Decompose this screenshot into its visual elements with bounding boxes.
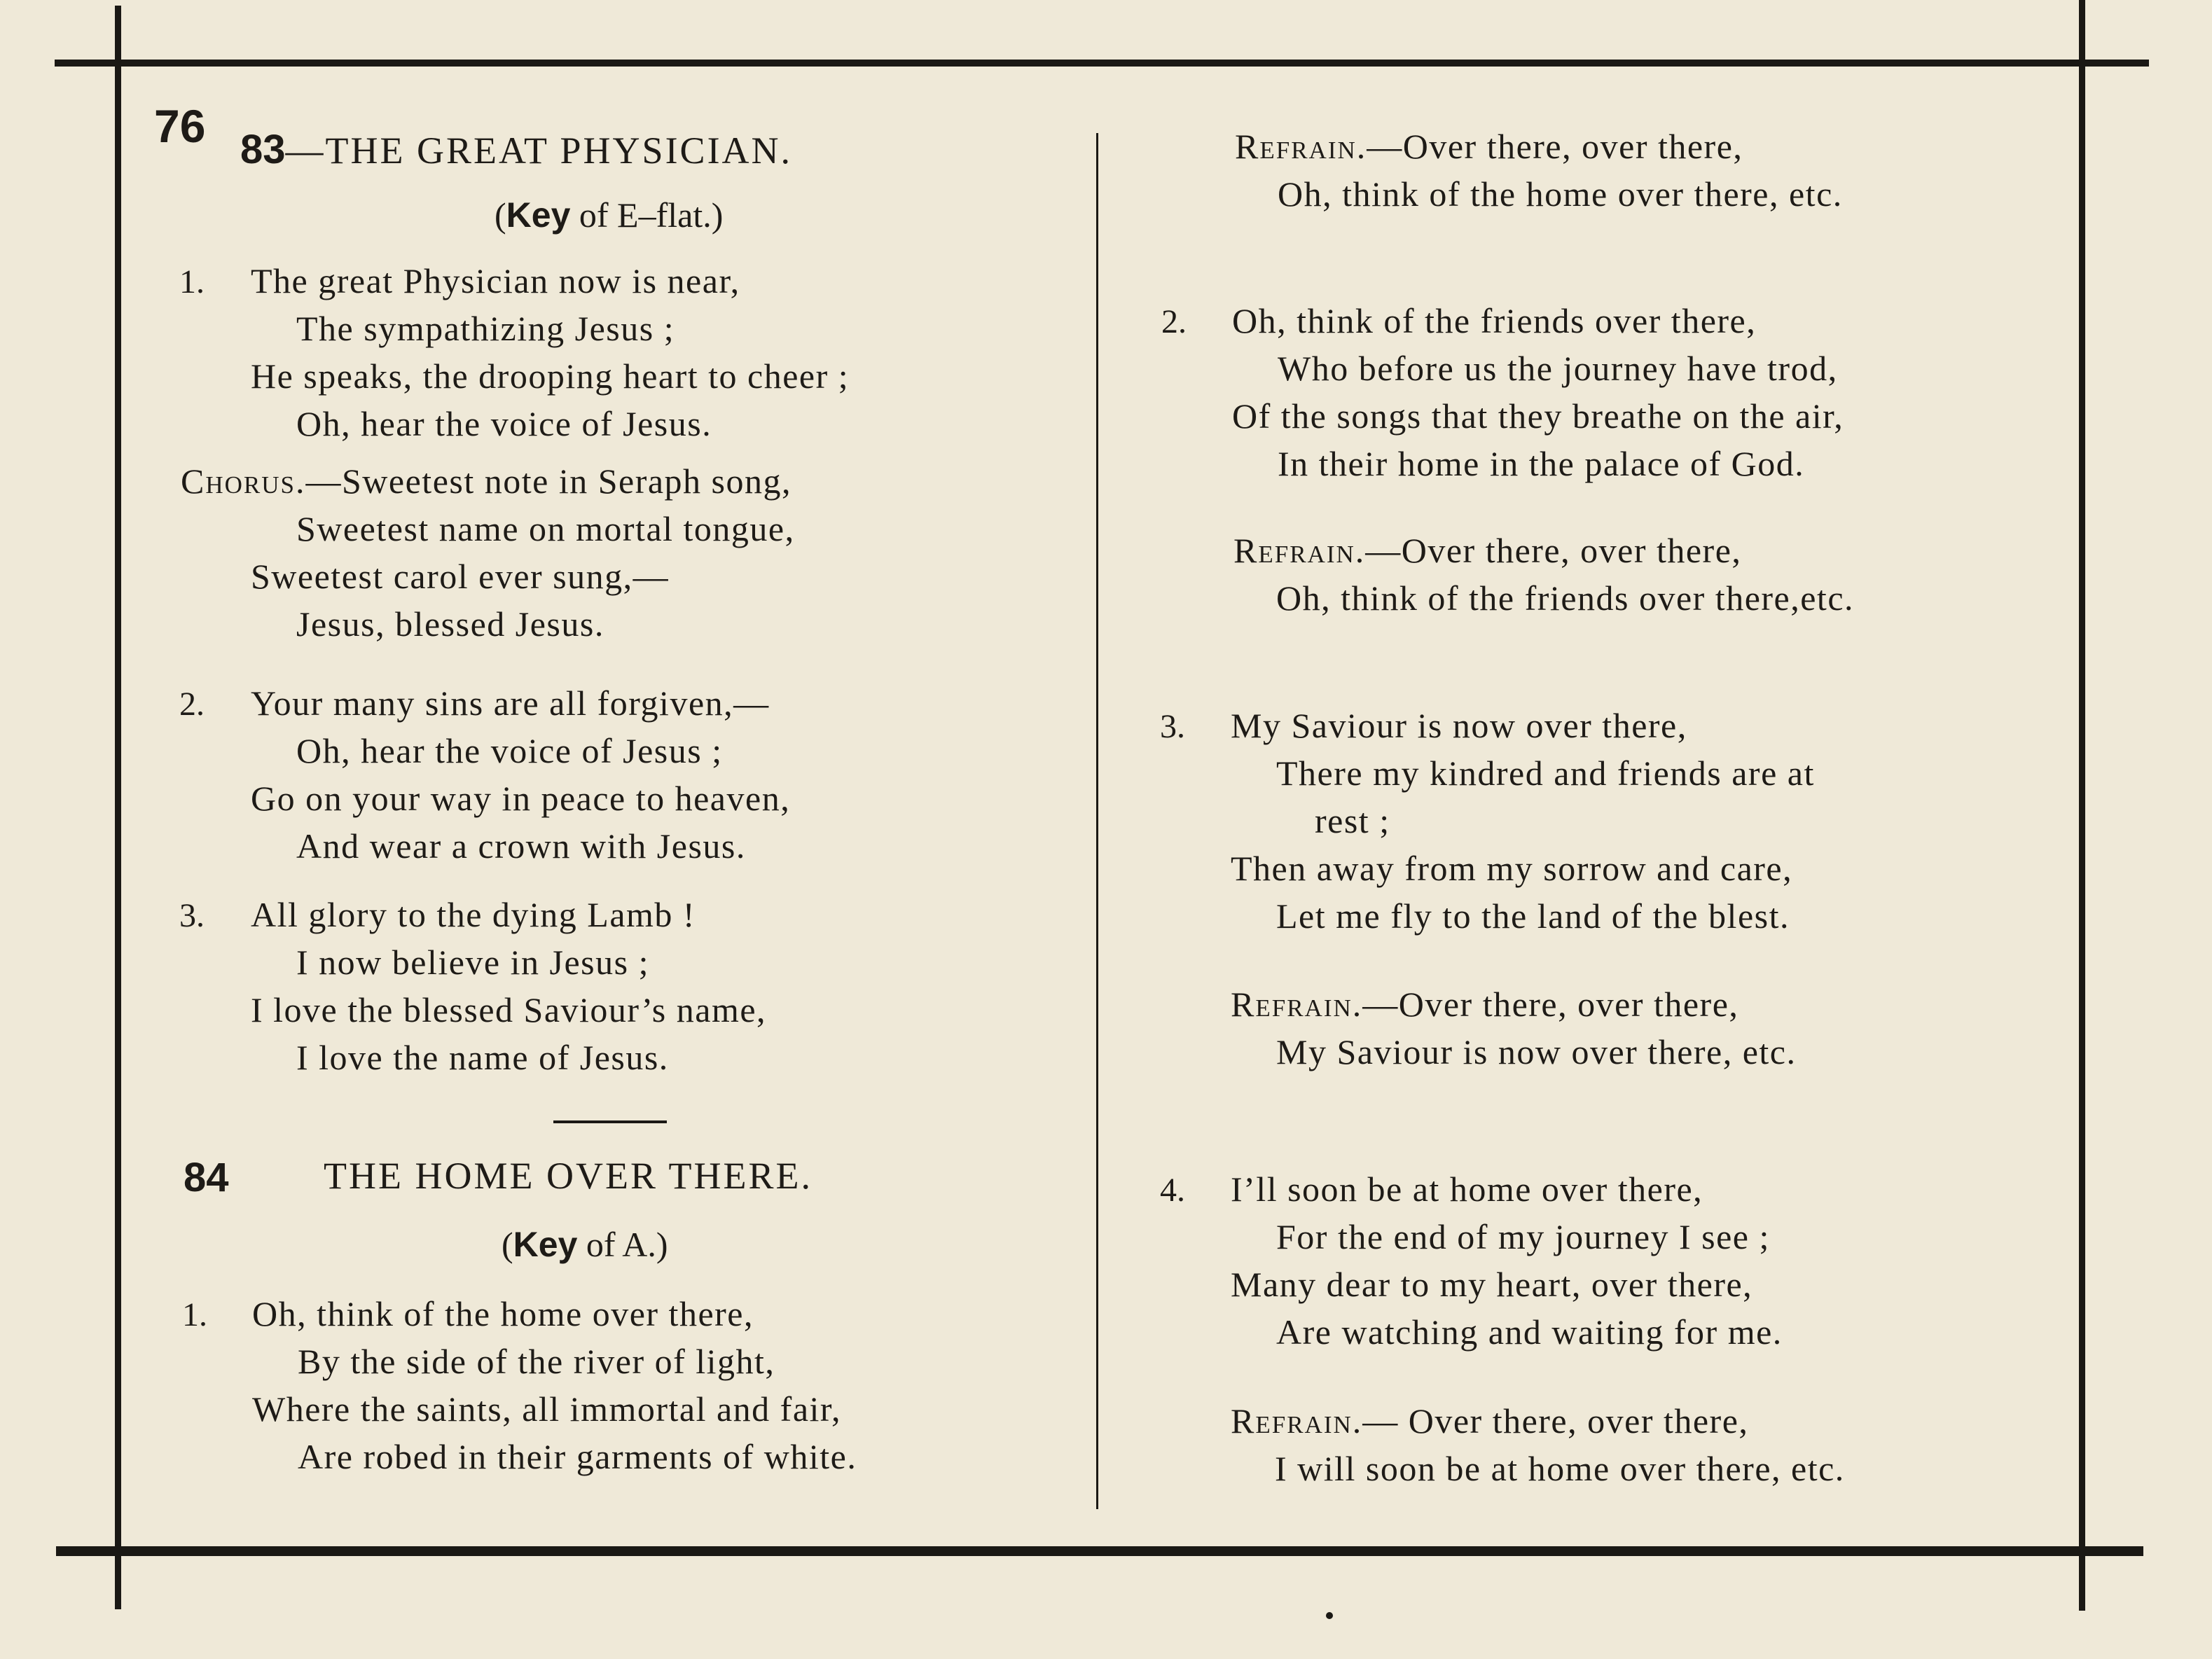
verse-line: My Saviour is now over there, (1231, 706, 1687, 745)
hymn-84-key-open: ( (502, 1225, 513, 1264)
verse-number: 3. (1160, 708, 1185, 745)
verse-number: 2. (179, 686, 205, 723)
refrain-line: I will soon be at home over there, etc. (1275, 1449, 1845, 1488)
hymn-84-key-word: Key (513, 1225, 578, 1264)
verse-line: Where the saints, all immortal and fair, (252, 1389, 842, 1429)
verse-line: Of the songs that they breathe on the air, (1232, 396, 1844, 436)
hymn-83-title (240, 126, 792, 173)
verse-line: By the side of the river of light, (298, 1342, 775, 1381)
refrain-line: —Over there, over there, (1362, 985, 1739, 1024)
verse-line: I love the blessed Saviour’s name, (251, 990, 767, 1029)
bottom-border-rule (56, 1546, 2143, 1556)
verse-line: rest ; (1315, 801, 1390, 840)
right-border-rule (2079, 0, 2085, 1611)
hymn-83-title-text: —THE GREAT PHYSICIAN. (285, 130, 793, 172)
verse-line: Are watching and waiting for me. (1276, 1312, 1783, 1352)
refrain-label: Refrain. (1231, 1401, 1363, 1441)
verse-line: Let me fly to the land of the blest. (1276, 896, 1790, 936)
verse-line: Oh, think of the home over there, (252, 1294, 754, 1333)
verse-line: Go on your way in peace to heaven, (251, 779, 791, 818)
refrain-line: Oh, think of the home over there, etc. (1278, 174, 1843, 214)
verse-line: In their home in the palace of God. (1278, 444, 1805, 483)
refrain-label: Refrain. (1233, 531, 1366, 570)
verse-line: Oh, think of the friends over there, (1232, 301, 1757, 340)
verse-number: 1. (182, 1296, 207, 1333)
verse-line: All glory to the dying Lamb ! (251, 895, 696, 934)
hymn-83-key (495, 195, 723, 235)
chorus-first-line (181, 461, 792, 501)
hymn-84-key-rest: of A.) (577, 1225, 668, 1264)
verse-line: Your many sins are all forgiven,— (251, 683, 770, 723)
refrain-line: —Over there, over there, (1367, 127, 1743, 166)
verse-line: I’ll soon be at home over there, (1231, 1169, 1703, 1209)
verse-line: Many dear to my heart, over there, (1231, 1265, 1753, 1304)
hymn-83-number: 83 (240, 127, 286, 172)
refrain-line: —Over there, over there, (1365, 531, 1742, 570)
verse-line: Then away from my sorrow and care, (1231, 849, 1793, 888)
hymn-83-key-word: Key (506, 195, 571, 235)
top-border-rule (55, 60, 2149, 67)
verse-line: For the end of my journey I see ; (1276, 1217, 1770, 1256)
refrain-line: Oh, think of the friends over there,etc. (1276, 578, 1855, 618)
verse-number: 4. (1160, 1172, 1185, 1209)
left-border-rule (115, 6, 121, 1609)
verse-line: Oh, hear the voice of Jesus ; (296, 731, 723, 770)
verse-line: Are robed in their garments of white. (298, 1437, 857, 1476)
hymn-84-title: THE HOME OVER THERE. (324, 1155, 813, 1197)
verse-number: 2. (1161, 303, 1187, 340)
hymn-83-key-rest: of E–flat.) (570, 195, 724, 235)
verse-line: And wear a crown with Jesus. (296, 826, 746, 866)
hymn-83-key-open: ( (495, 195, 506, 235)
refrain-first-line (1231, 1401, 1748, 1441)
refrain-label: Refrain. (1231, 985, 1363, 1024)
chorus-label: Chorus. (181, 461, 306, 501)
chorus-line: Jesus, blessed Jesus. (296, 604, 604, 644)
verse-number: 3. (179, 897, 205, 934)
verse-line: I love the name of Jesus. (296, 1038, 669, 1077)
bottom-dot (1326, 1612, 1333, 1619)
page-number: 76 (154, 100, 206, 152)
verse-number: 1. (179, 263, 205, 300)
chorus-line: —Sweetest note in Seraph song, (305, 461, 792, 501)
verse-line: There my kindred and friends are at (1276, 754, 1815, 793)
verse-line: Who before us the journey have trod, (1278, 349, 1838, 388)
verse-line: Oh, hear the voice of Jesus. (296, 404, 712, 443)
refrain-line: — Over there, over there, (1362, 1401, 1749, 1441)
column-divider (1096, 133, 1098, 1509)
verse-line: The great Physician now is near, (251, 261, 740, 300)
refrain-label: Refrain. (1235, 127, 1367, 166)
hymn-separator-rule (553, 1120, 667, 1123)
chorus-line: Sweetest name on mortal tongue, (296, 509, 795, 548)
hymn-84-key (502, 1224, 668, 1265)
refrain-line: My Saviour is now over there, etc. (1276, 1032, 1797, 1071)
refrain-first-line (1231, 984, 1739, 1025)
refrain-first-line (1235, 126, 1743, 167)
hymn-84-number: 84 (184, 1155, 229, 1200)
refrain-first-line (1233, 530, 1741, 571)
verse-line: The sympathizing Jesus ; (296, 309, 675, 348)
verse-line: I now believe in Jesus ; (296, 943, 649, 982)
verse-line: He speaks, the drooping heart to cheer ; (251, 356, 850, 396)
chorus-line: Sweetest carol ever sung,— (251, 557, 670, 596)
